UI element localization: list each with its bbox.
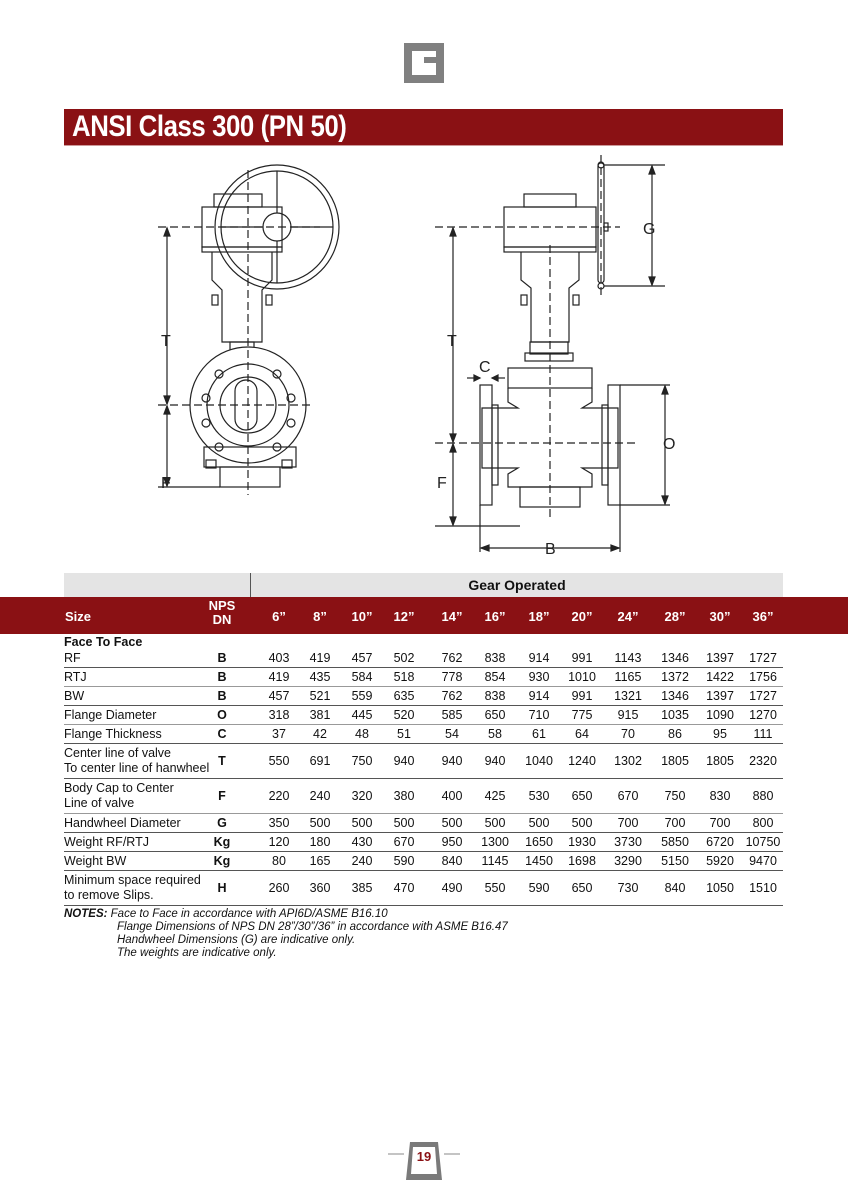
cell-value: 500 <box>351 815 373 830</box>
side-dim-f-label: F <box>437 475 447 492</box>
cell-value: 1727 <box>749 688 777 703</box>
cell-value: 940 <box>393 753 415 768</box>
dimension-code: B <box>217 669 227 684</box>
cell-value: 700 <box>709 815 731 830</box>
table-body <box>64 649 783 906</box>
cell-value: 750 <box>664 788 686 803</box>
row-label <box>64 873 201 903</box>
cell-value: 360 <box>309 880 331 895</box>
row-label <box>64 746 209 776</box>
side-dim-o-label: O <box>663 436 676 453</box>
cell-value: 1422 <box>706 669 734 684</box>
row-label-line: To center line of hanwheel <box>64 761 210 775</box>
cell-value: 1143 <box>614 650 642 665</box>
dimension-code: B <box>217 650 227 665</box>
note-line: Handwheel Dimensions (G) are indicative only. <box>117 934 356 946</box>
cell-value: 500 <box>441 815 463 830</box>
table-row <box>64 871 783 906</box>
cell-value: 320 <box>351 788 373 803</box>
cell-value: 700 <box>664 815 686 830</box>
cell-value: 318 <box>268 707 290 722</box>
cell-value: 220 <box>268 788 290 803</box>
note-line: Flange Dimensions of NPS DN 28”/30”/36” in accordance with ASME B16.47 <box>117 921 508 933</box>
size-column-header: 16” <box>484 609 506 624</box>
cell-value: 64 <box>575 726 589 741</box>
cell-value: 915 <box>617 707 639 722</box>
row-label <box>64 835 149 850</box>
cell-value: 419 <box>309 650 331 665</box>
cell-value: 950 <box>441 834 463 849</box>
cell-value: 840 <box>441 853 463 868</box>
cell-value: 240 <box>351 853 373 868</box>
cell-value: 635 <box>393 688 415 703</box>
cell-value: 1346 <box>661 688 689 703</box>
cell-value: 854 <box>484 669 506 684</box>
cell-value: 10750 <box>745 834 781 849</box>
page-number-badge <box>388 1142 460 1182</box>
note-line: The weights are indicative only. <box>117 947 277 959</box>
notes-title: NOTES: <box>64 908 108 920</box>
cell-value: 403 <box>268 650 290 665</box>
table-row <box>64 779 783 814</box>
cell-value: 1145 <box>481 853 509 868</box>
row-label <box>64 727 162 742</box>
dimension-code: G <box>217 815 227 830</box>
row-label-line: Body Cap to Center <box>64 781 174 795</box>
cell-value: 86 <box>668 726 682 741</box>
cell-value: 750 <box>351 753 373 768</box>
size-header: Size <box>65 609 92 624</box>
cell-value: 1300 <box>481 834 509 849</box>
side-dim-t-label: T <box>447 333 457 350</box>
cell-value: 590 <box>393 853 415 868</box>
cell-value: 380 <box>393 788 415 803</box>
cell-value: 1450 <box>525 853 553 868</box>
cell-value: 120 <box>268 834 290 849</box>
cell-value: 500 <box>528 815 550 830</box>
cell-value: 838 <box>484 650 506 665</box>
side-dim-g-label: G <box>643 221 656 238</box>
size-column-header: 12” <box>393 609 415 624</box>
row-label-line: Weight RF/RTJ <box>64 835 149 849</box>
cell-value: 1321 <box>614 688 642 703</box>
dimension-code: Kg <box>213 853 231 868</box>
cell-value: 500 <box>309 815 331 830</box>
cell-value: 3290 <box>614 853 642 868</box>
cell-value: 457 <box>351 650 373 665</box>
cell-value: 500 <box>393 815 415 830</box>
group-header <box>64 573 783 597</box>
cell-value: 914 <box>528 688 550 703</box>
row-label-line: Minimum space required <box>64 873 201 887</box>
row-label-line: to remove Slips. <box>64 888 154 902</box>
cell-value: 381 <box>309 707 331 722</box>
cell-value: 691 <box>309 753 331 768</box>
row-label-line: Weight BW <box>64 854 127 868</box>
cell-value: 800 <box>752 815 774 830</box>
nps-dn-header <box>200 599 244 627</box>
cell-value: 80 <box>272 853 286 868</box>
cell-value: 54 <box>445 726 459 741</box>
row-label <box>64 816 181 831</box>
row-label <box>64 689 84 704</box>
side-view-drawing <box>435 155 670 552</box>
cell-value: 518 <box>393 669 415 684</box>
cell-value: 260 <box>268 880 290 895</box>
face-to-face-section-title: Face To Face <box>64 635 143 649</box>
cell-value: 775 <box>571 707 593 722</box>
cell-value: 559 <box>351 688 373 703</box>
size-column-header: 14” <box>441 609 463 624</box>
cell-value: 1270 <box>749 707 777 722</box>
cell-value: 991 <box>571 650 593 665</box>
cell-value: 419 <box>268 669 290 684</box>
cell-value: 435 <box>309 669 331 684</box>
row-label-line: Line of valve <box>64 796 135 810</box>
cell-value: 521 <box>309 688 331 703</box>
table-row <box>64 833 783 852</box>
cell-value: 650 <box>571 788 593 803</box>
size-column-header: 36” <box>752 609 774 624</box>
size-column-header: 6” <box>272 609 286 624</box>
cell-value: 5850 <box>661 834 689 849</box>
cell-value: 1010 <box>568 669 596 684</box>
side-dim-c-label: C <box>479 359 491 376</box>
table-row <box>64 852 783 871</box>
row-label-line: RF <box>64 651 81 665</box>
cell-value: 58 <box>488 726 502 741</box>
cell-value: 165 <box>309 853 331 868</box>
cell-value: 1090 <box>706 707 734 722</box>
cell-value: 830 <box>709 788 731 803</box>
row-label-line: BW <box>64 689 85 703</box>
cell-value: 730 <box>617 880 639 895</box>
cell-value: 500 <box>571 815 593 830</box>
row-label-line: Flange Diameter <box>64 708 157 722</box>
cell-value: 550 <box>484 880 506 895</box>
cell-value: 762 <box>441 688 463 703</box>
dimension-code: C <box>217 726 227 741</box>
nps-label: NPS <box>208 598 236 613</box>
page-number: 19 <box>416 1149 432 1164</box>
side-dim-b-label: B <box>545 541 556 558</box>
note-line: Face to Face in accordance with API6D/ASME B16.10 <box>110 908 388 920</box>
dimension-code: Kg <box>213 834 231 849</box>
cell-value: 1397 <box>706 688 734 703</box>
cell-value: 1698 <box>568 853 596 868</box>
cell-value: 1805 <box>706 753 734 768</box>
cell-value: 42 <box>313 726 327 741</box>
cell-value: 111 <box>753 726 773 741</box>
cell-value: 425 <box>484 788 506 803</box>
cell-value: 6720 <box>706 834 734 849</box>
cell-value: 590 <box>528 880 550 895</box>
notes-block <box>64 908 508 960</box>
cell-value: 445 <box>351 707 373 722</box>
cell-value: 880 <box>752 788 774 803</box>
size-column-header: 8” <box>313 609 327 624</box>
cell-value: 400 <box>441 788 463 803</box>
cell-value: 762 <box>441 650 463 665</box>
cell-value: 530 <box>528 788 550 803</box>
cell-value: 502 <box>393 650 415 665</box>
row-label <box>64 670 87 685</box>
cell-value: 1727 <box>749 650 777 665</box>
table-row <box>64 744 783 779</box>
dimension-code: O <box>217 707 227 722</box>
front-dim-t-label: T <box>161 333 171 350</box>
brand-logo-icon <box>404 43 444 83</box>
table-row <box>64 649 783 668</box>
size-column-header: 24” <box>617 609 639 624</box>
table-row <box>64 668 783 687</box>
cell-value: 700 <box>617 815 639 830</box>
cell-value: 1397 <box>706 650 734 665</box>
cell-value: 930 <box>528 669 550 684</box>
cell-value: 457 <box>268 688 290 703</box>
dimension-code: H <box>217 880 227 895</box>
cell-value: 585 <box>441 707 463 722</box>
cell-value: 520 <box>393 707 415 722</box>
cell-value: 430 <box>351 834 373 849</box>
cell-value: 940 <box>484 753 506 768</box>
row-label <box>64 781 174 811</box>
valve-dimension-drawing <box>140 150 700 570</box>
cell-value: 838 <box>484 688 506 703</box>
cell-value: 1805 <box>661 753 689 768</box>
cell-value: 650 <box>484 707 506 722</box>
table-row <box>64 814 783 833</box>
cell-value: 710 <box>528 707 550 722</box>
cell-value: 470 <box>393 880 415 895</box>
cell-value: 1650 <box>525 834 553 849</box>
cell-value: 650 <box>571 880 593 895</box>
cell-value: 1372 <box>661 669 689 684</box>
cell-value: 70 <box>621 726 635 741</box>
cell-value: 670 <box>393 834 415 849</box>
cell-value: 350 <box>268 815 290 830</box>
cell-value: 5920 <box>706 853 734 868</box>
cell-value: 3730 <box>614 834 642 849</box>
cell-value: 180 <box>309 834 331 849</box>
cell-value: 1040 <box>525 753 553 768</box>
cell-value: 991 <box>571 688 593 703</box>
page-title: ANSI Class 300 (PN 50) <box>72 110 347 143</box>
cell-value: 1035 <box>661 707 689 722</box>
cell-value: 914 <box>528 650 550 665</box>
dn-label: DN <box>212 612 232 627</box>
cell-value: 1302 <box>614 753 642 768</box>
cell-value: 1050 <box>706 880 734 895</box>
dimension-code: F <box>218 788 226 803</box>
cell-value: 2320 <box>749 753 777 768</box>
front-dim-f-label: F <box>161 475 171 492</box>
cell-value: 1240 <box>568 753 596 768</box>
table-row <box>64 706 783 725</box>
row-label-line: Handwheel Diameter <box>64 816 181 830</box>
group-header-label: Gear Operated <box>468 577 566 593</box>
table-row <box>64 687 783 706</box>
front-view-drawing <box>158 165 339 495</box>
dimension-code: T <box>218 753 226 768</box>
cell-value: 1346 <box>661 650 689 665</box>
size-column-header: 10” <box>351 609 373 624</box>
table-header-row <box>0 597 848 634</box>
table-row <box>64 725 783 744</box>
cell-value: 778 <box>441 669 463 684</box>
size-column-header: 20” <box>571 609 593 624</box>
size-column-header: 30” <box>709 609 731 624</box>
cell-value: 500 <box>484 815 506 830</box>
dimension-code: B <box>217 688 227 703</box>
cell-value: 1930 <box>568 834 596 849</box>
page-title-bar <box>64 109 783 146</box>
cell-value: 1165 <box>614 669 642 684</box>
cell-value: 670 <box>617 788 639 803</box>
size-column-header: 28” <box>664 609 686 624</box>
row-label <box>64 854 126 869</box>
cell-value: 37 <box>272 726 286 741</box>
cell-value: 9470 <box>749 853 777 868</box>
cell-value: 240 <box>309 788 331 803</box>
cell-value: 61 <box>532 726 546 741</box>
cell-value: 51 <box>397 726 411 741</box>
cell-value: 5150 <box>661 853 689 868</box>
row-label-line: Flange Thickness <box>64 727 162 741</box>
row-label <box>64 651 81 666</box>
cell-value: 95 <box>713 726 727 741</box>
cell-value: 840 <box>664 880 686 895</box>
cell-value: 490 <box>441 880 463 895</box>
row-label-line: Center line of valve <box>64 746 172 760</box>
cell-value: 584 <box>351 669 373 684</box>
size-column-header: 18” <box>528 609 550 624</box>
cell-value: 385 <box>351 880 373 895</box>
row-label <box>64 708 156 723</box>
cell-value: 48 <box>355 726 369 741</box>
row-label-line: RTJ <box>64 670 87 684</box>
cell-value: 550 <box>268 753 290 768</box>
cell-value: 1510 <box>749 880 777 895</box>
cell-value: 1756 <box>749 669 777 684</box>
cell-value: 940 <box>441 753 463 768</box>
